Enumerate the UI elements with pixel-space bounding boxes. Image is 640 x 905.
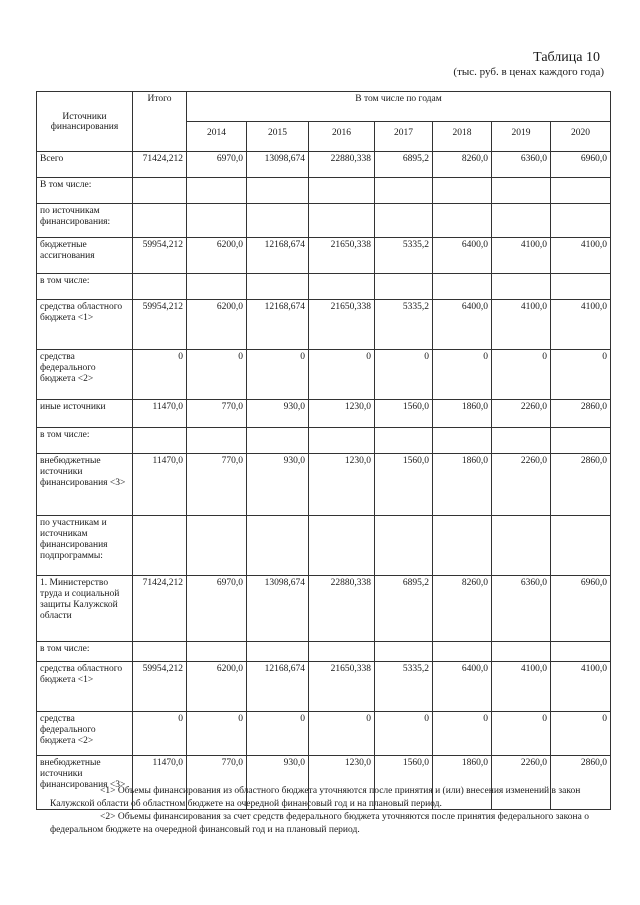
year-value-cell: [492, 642, 551, 662]
year-value-cell: 1560,0: [375, 454, 433, 516]
year-value-cell: [187, 428, 247, 454]
table-row: [37, 152, 611, 178]
units-note: (тыс. руб. в ценах каждого года): [453, 66, 604, 78]
year-value-cell: 0: [187, 712, 247, 756]
year-value-cell: 4100,0: [492, 238, 551, 274]
year-value-cell: 5335,2: [375, 300, 433, 350]
row-label: средства федерального бюджета <2>: [37, 712, 133, 756]
table-row: [37, 400, 611, 428]
row-label: бюджетные ассигнования: [37, 238, 133, 274]
year-value-cell: 6360,0: [492, 152, 551, 178]
year-value-cell: 21650,338: [309, 238, 375, 274]
year-value-cell: 0: [492, 712, 551, 756]
year-value-cell: 4100,0: [551, 300, 611, 350]
year-value-cell: [309, 204, 375, 238]
year-value-cell: 0: [309, 712, 375, 756]
row-total: 71424,212: [133, 576, 187, 642]
year-value-cell: 1860,0: [433, 454, 492, 516]
year-value-cell: 4100,0: [551, 238, 611, 274]
year-value-cell: 930,0: [247, 454, 309, 516]
year-value-cell: 770,0: [187, 756, 247, 810]
year-value-cell: [187, 274, 247, 300]
year-value-cell: [247, 516, 309, 576]
row-total: 11470,0: [133, 400, 187, 428]
header-years-group: В том числе по годам: [187, 92, 611, 122]
year-value-cell: 6200,0: [187, 662, 247, 712]
year-value-cell: [309, 274, 375, 300]
year-value-cell: [375, 516, 433, 576]
year-value-cell: 4100,0: [492, 662, 551, 712]
year-value-cell: [187, 178, 247, 204]
header-year: 2017: [375, 122, 433, 152]
year-value-cell: 21650,338: [309, 300, 375, 350]
year-value-cell: [187, 516, 247, 576]
year-value-cell: 6960,0: [551, 152, 611, 178]
year-value-cell: 1560,0: [375, 756, 433, 810]
row-label: внебюджетные источники финансирования <3>: [37, 756, 133, 810]
row-label: средства областного бюджета <1>: [37, 300, 133, 350]
row-total: 0: [133, 350, 187, 400]
row-total: [133, 516, 187, 576]
year-value-cell: [375, 642, 433, 662]
year-value-cell: 2860,0: [551, 454, 611, 516]
year-value-cell: [375, 274, 433, 300]
header-year: 2014: [187, 122, 247, 152]
year-value-cell: 2860,0: [551, 400, 611, 428]
row-label: по источникам финансирования:: [37, 204, 133, 238]
header-sources: Источники финансирования: [37, 92, 133, 152]
year-value-cell: 0: [247, 350, 309, 400]
header-year: 2015: [247, 122, 309, 152]
row-label: 1. Министерство труда и социальной защиты Калужской области: [37, 576, 133, 642]
row-total: 71424,212: [133, 152, 187, 178]
table-row: [37, 516, 611, 576]
year-value-cell: 13098,674: [247, 576, 309, 642]
year-value-cell: 770,0: [187, 454, 247, 516]
row-label: в том числе:: [37, 642, 133, 662]
year-value-cell: [433, 178, 492, 204]
year-value-cell: 6400,0: [433, 300, 492, 350]
table-row: [37, 454, 611, 516]
year-value-cell: [309, 428, 375, 454]
year-value-cell: [309, 516, 375, 576]
row-label: средства федерального бюджета <2>: [37, 350, 133, 400]
year-value-cell: [551, 204, 611, 238]
year-value-cell: [375, 178, 433, 204]
year-value-cell: 930,0: [247, 400, 309, 428]
year-value-cell: 22880,338: [309, 576, 375, 642]
year-value-cell: 13098,674: [247, 152, 309, 178]
table-row: [37, 350, 611, 400]
table-row: [37, 662, 611, 712]
year-value-cell: [551, 642, 611, 662]
year-value-cell: [247, 274, 309, 300]
year-value-cell: [492, 516, 551, 576]
year-value-cell: 1860,0: [433, 756, 492, 810]
footnote-2: <2> Объемы финансирования за счет средств федерального бюджета уточняются после принятия федерального закона о федеральном бюджете на очередной финансовый год и на плановый период.: [50, 812, 589, 835]
year-value-cell: 0: [551, 712, 611, 756]
year-value-cell: [309, 642, 375, 662]
year-value-cell: 6895,2: [375, 152, 433, 178]
year-value-cell: 6970,0: [187, 576, 247, 642]
year-value-cell: 0: [551, 350, 611, 400]
table-row: [37, 576, 611, 642]
year-value-cell: 1230,0: [309, 454, 375, 516]
header-total: Итого: [133, 92, 187, 152]
year-value-cell: [551, 516, 611, 576]
row-total: 11470,0: [133, 756, 187, 810]
year-value-cell: [247, 204, 309, 238]
year-value-cell: 4100,0: [492, 300, 551, 350]
year-value-cell: 0: [187, 350, 247, 400]
table-row: [37, 712, 611, 756]
header-year: 2019: [492, 122, 551, 152]
year-value-cell: [433, 428, 492, 454]
year-value-cell: [187, 642, 247, 662]
row-total: 59954,212: [133, 238, 187, 274]
year-value-cell: 1560,0: [375, 400, 433, 428]
year-value-cell: [492, 204, 551, 238]
year-value-cell: 6970,0: [187, 152, 247, 178]
row-total: [133, 178, 187, 204]
year-value-cell: 0: [247, 712, 309, 756]
table-title: Таблица 10: [533, 50, 600, 65]
row-total: [133, 204, 187, 238]
year-value-cell: 2860,0: [551, 756, 611, 810]
year-value-cell: 4100,0: [551, 662, 611, 712]
table-row: [37, 204, 611, 238]
year-value-cell: [187, 204, 247, 238]
year-value-cell: 6200,0: [187, 238, 247, 274]
financing-table: [36, 91, 611, 810]
year-value-cell: [551, 178, 611, 204]
row-label: по участникам и источникам финансирования подпрограммы:: [37, 516, 133, 576]
year-value-cell: 6895,2: [375, 576, 433, 642]
year-value-cell: 1230,0: [309, 400, 375, 428]
year-value-cell: 2260,0: [492, 400, 551, 428]
year-value-cell: 2260,0: [492, 454, 551, 516]
year-value-cell: [375, 204, 433, 238]
year-value-cell: 1860,0: [433, 400, 492, 428]
year-value-cell: [247, 178, 309, 204]
row-label: Всего: [37, 152, 133, 178]
table-row: [37, 428, 611, 454]
header-year: 2016: [309, 122, 375, 152]
row-total: 59954,212: [133, 662, 187, 712]
year-value-cell: [375, 428, 433, 454]
year-value-cell: 6200,0: [187, 300, 247, 350]
row-label: внебюджетные источники финансирования <3>: [37, 454, 133, 516]
year-value-cell: 770,0: [187, 400, 247, 428]
table-row: [37, 642, 611, 662]
year-value-cell: 5335,2: [375, 662, 433, 712]
year-value-cell: 5335,2: [375, 238, 433, 274]
header-year: 2020: [551, 122, 611, 152]
table-row: [37, 274, 611, 300]
year-value-cell: [433, 642, 492, 662]
row-total: [133, 428, 187, 454]
year-value-cell: [492, 428, 551, 454]
year-value-cell: 0: [375, 712, 433, 756]
table-row: [37, 300, 611, 350]
year-value-cell: [433, 204, 492, 238]
year-value-cell: 6360,0: [492, 576, 551, 642]
row-label: средства областного бюджета <1>: [37, 662, 133, 712]
footnotes: [50, 785, 622, 837]
year-value-cell: 21650,338: [309, 662, 375, 712]
year-value-cell: [492, 178, 551, 204]
year-value-cell: 12168,674: [247, 238, 309, 274]
row-total: 0: [133, 712, 187, 756]
year-value-cell: 12168,674: [247, 300, 309, 350]
year-value-cell: [551, 274, 611, 300]
year-value-cell: 930,0: [247, 756, 309, 810]
year-value-cell: [433, 274, 492, 300]
year-value-cell: 0: [492, 350, 551, 400]
row-total: 59954,212: [133, 300, 187, 350]
row-label: иные источники: [37, 400, 133, 428]
year-value-cell: [247, 428, 309, 454]
row-label: в том числе:: [37, 428, 133, 454]
year-value-cell: 6400,0: [433, 662, 492, 712]
year-value-cell: 6960,0: [551, 576, 611, 642]
row-total: [133, 642, 187, 662]
row-label: в том числе:: [37, 274, 133, 300]
year-value-cell: [551, 428, 611, 454]
year-value-cell: 0: [375, 350, 433, 400]
year-value-cell: 8260,0: [433, 576, 492, 642]
table-row: [37, 238, 611, 274]
year-value-cell: 12168,674: [247, 662, 309, 712]
year-value-cell: 8260,0: [433, 152, 492, 178]
year-value-cell: 0: [309, 350, 375, 400]
year-value-cell: 0: [433, 712, 492, 756]
row-label: В том числе:: [37, 178, 133, 204]
year-value-cell: 0: [433, 350, 492, 400]
table-row: [37, 178, 611, 204]
year-value-cell: [309, 178, 375, 204]
year-value-cell: [247, 642, 309, 662]
year-value-cell: 22880,338: [309, 152, 375, 178]
year-value-cell: 6400,0: [433, 238, 492, 274]
year-value-cell: [492, 274, 551, 300]
row-total: [133, 274, 187, 300]
year-value-cell: 2260,0: [492, 756, 551, 810]
year-value-cell: [433, 516, 492, 576]
year-value-cell: 1230,0: [309, 756, 375, 810]
header-year: 2018: [433, 122, 492, 152]
footnote-1: <1> Объемы финансирования из областного бюджета уточняются после принятия и (или) внесения изменений в закон Калужской области об областном бюджете на очередной финансовый год и на плановый период.: [50, 786, 581, 809]
row-total: 11470,0: [133, 454, 187, 516]
